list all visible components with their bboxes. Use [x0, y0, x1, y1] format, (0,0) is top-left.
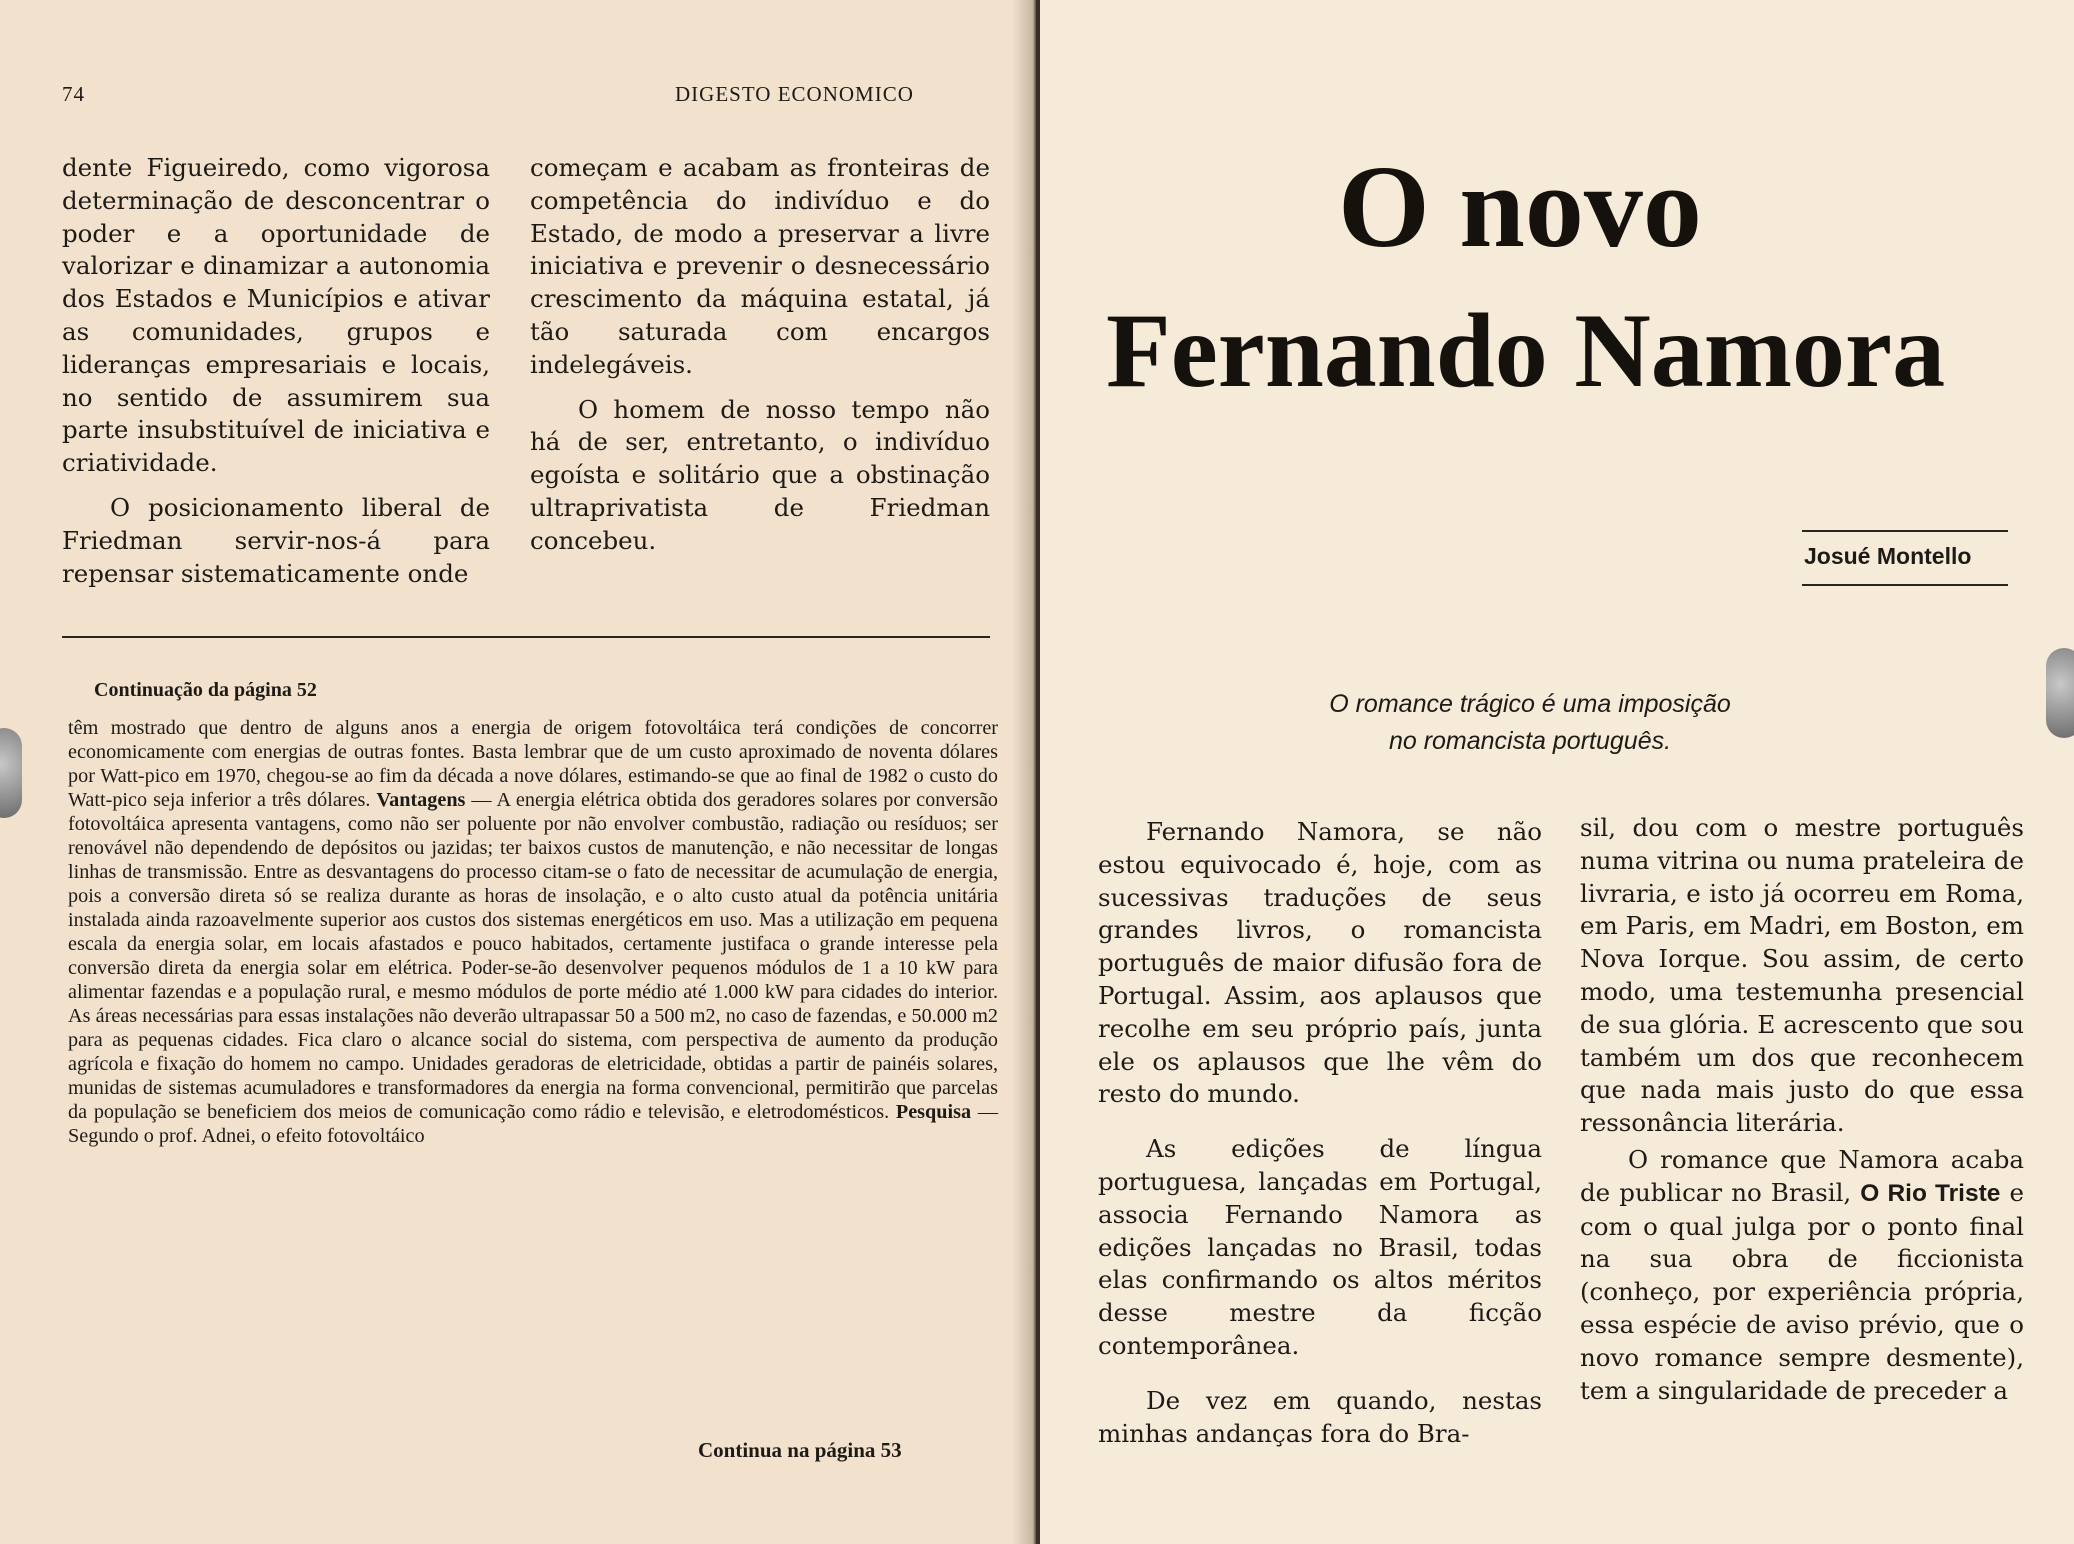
paragraph: dente Figueiredo, como vigorosa determinação de desconcentrar o poder e a oportunidade de valorizar e dinamizar a autonomia dos Estados e Municípios e ativar as comunidades, grupos e lideranças empresariais e locais, no sentido de assumirem sua parte insubstituível de iniciativa e criatividade. — [62, 153, 490, 478]
text-run: — A energia elétrica obtida dos geradores solares por conversão fotovoltáica apresenta vantagens, como não ser poluente por não envolver combustão, radiação ou resíduos; ser renovável não dependendo de depósitos ou jazidas; ter baixos custos de manutenção, e não necessitar de longas linhas de transmissão. Entre as desvantagens do processo citam-se o fato de necessitar de acumulação de energia, pois a conversão direta só se realiza durante as horas de insolação, e o alto custo atual da potência unitária instalada ainda razoavelmente superior aos custos dos sistemas energéticos em uso. Mas a utilização em pequena escala da energia solar, em locais afastados e pouco habitados, certamente justifaca o grande interesse pela conversão direta da energia solar em elétrica. Poder-se-ão desenvolver pequenos módulos de 1 a 10 kW para alimentar fazendas e a população rural, e mesmo módulos de porte médio até 1.000 kW para cidades do interior. As áreas necessárias para essas instalações não deverão ultrapassar 50 a 500 m2, no caso de fazendas, e 50.000 m2 para as pequenas cidades. Fica claro o alcance social do sistema, com perspectiva de aumento da produção agrícola e fixação do homem no campo. Unidades geradoras de eletricidade, obtidas a partir de painéis solares, munidas de sistemas acumuladores e transformadores da energia na forma convencional, permitirão que parcelas da população se beneficiem dos meios de comunicação como rádio e televisão, e eletrodomésticos. — [68, 789, 999, 1123]
paragraph: As edições de língua portuguesa, lançadas em Portugal, associa Fernando Namora as edições lançadas no Brasil, todas elas confirmando os altos méritos desse mestre da ficção contemporânea. — [1098, 1134, 1542, 1360]
author-rule-top — [1802, 530, 2008, 532]
text-run: — Segundo o prof. Adnei, o efeito fotovoltáico — [68, 1101, 999, 1147]
paragraph: De vez em quando, nestas minhas andanças fora do Bra- — [1098, 1385, 1542, 1448]
section-divider — [62, 636, 990, 638]
article-title-line-2: Fernando Namora — [1106, 292, 1946, 409]
paragraph — [68, 716, 998, 1148]
book-title: O Rio Triste — [1860, 1179, 2001, 1207]
paragraph: sil, dou com o mestre português numa vitrina ou numa prateleira de livraria, e isto já ocorreu em Roma, em Paris, em Madri, em Boston, em Nova Iorque. Sou assim, de certo modo, uma testemunha presencial de sua glória. E acrescento que sou também um dos que reconhecem que nada mais justo do que essa ressonância literária. — [1580, 813, 2024, 1138]
article-title-line-1: O novo — [1338, 141, 1702, 272]
article-subtitle — [1180, 686, 1880, 760]
continues-on-note: Continua na página 53 — [698, 1438, 902, 1462]
running-head: DIGESTO ECONOMICO — [675, 82, 914, 106]
paragraph: Fernando Namora, se não estou equivocado é, hoje, com as sucessivas traduções de seus grandes livros, o romancista português de maior difusão fora de Portugal. Assim, aos aplausos que recolhe em seu próprio país, junta ele os aplausos que lhe vêm do resto do mundo. — [1098, 817, 1542, 1109]
right-text-column-2 — [1580, 812, 2024, 1407]
page-number: 74 — [62, 82, 85, 106]
paragraph — [1580, 1144, 2024, 1407]
left-page — [0, 0, 1036, 1544]
continuation-text — [68, 716, 998, 1148]
continuation-title: Continuação da página 52 — [94, 679, 317, 701]
author-name: Josué Montello — [1804, 543, 1972, 569]
text-run: e com o qual julga por o ponto final na sua obra de ficcionista (conheço, por experiência própria, essa espécie de aviso prévio, que o novo romance sempre desmente), tem a singularidade de preceder a — [1580, 1177, 2024, 1405]
subtitle-line-2: no romancista português. — [1388, 727, 1672, 755]
paragraph: começam e acabam as fronteiras de competência do indivíduo e do Estado, de modo a preservar a livre iniciativa e prevenir o desnecessário crescimento da máquina estatal, já tão saturada com encargos indelegáveis. — [530, 153, 990, 379]
right-page — [1040, 0, 2074, 1544]
left-text-column-1 — [62, 152, 490, 590]
section-label-vantagens: Vantagens — [376, 789, 466, 811]
left-text-column-2 — [530, 152, 990, 558]
right-text-column-1 — [1098, 816, 1542, 1450]
paragraph: O homem de nosso tempo não há de ser, entretanto, o indivíduo egoísta e solitário que a obstinação ultraprivatista de Friedman concebeu. — [530, 394, 990, 555]
text-run: O romance que Namora acaba de publicar no Brasil, — [1580, 1144, 2024, 1207]
section-label-pesquisa: Pesquisa — [895, 1101, 972, 1123]
author-rule-bottom — [1802, 584, 2008, 586]
text-run: têm mostrado que dentro de alguns anos a energia de origem fotovoltáica terá condições de concorrer economicamente com energias de outras fontes. Basta lembrar que de um custo aproximado de noventa dólares por Watt-pico em 1970, chegou-se ao fim da década a nove dólares, estimando-se que ao final de 1982 o custo do Watt-pico seja inferior a três dólares. — [68, 717, 998, 811]
paragraph: O posicionamento liberal de Friedman servir-nos-á para repensar sistematicamente onde — [62, 492, 490, 588]
page-clip — [0, 728, 22, 818]
page-clip — [2046, 648, 2074, 738]
bleed-through-text — [62, 598, 982, 628]
subtitle-line-1: O romance trágico é uma imposição — [1329, 690, 1731, 718]
